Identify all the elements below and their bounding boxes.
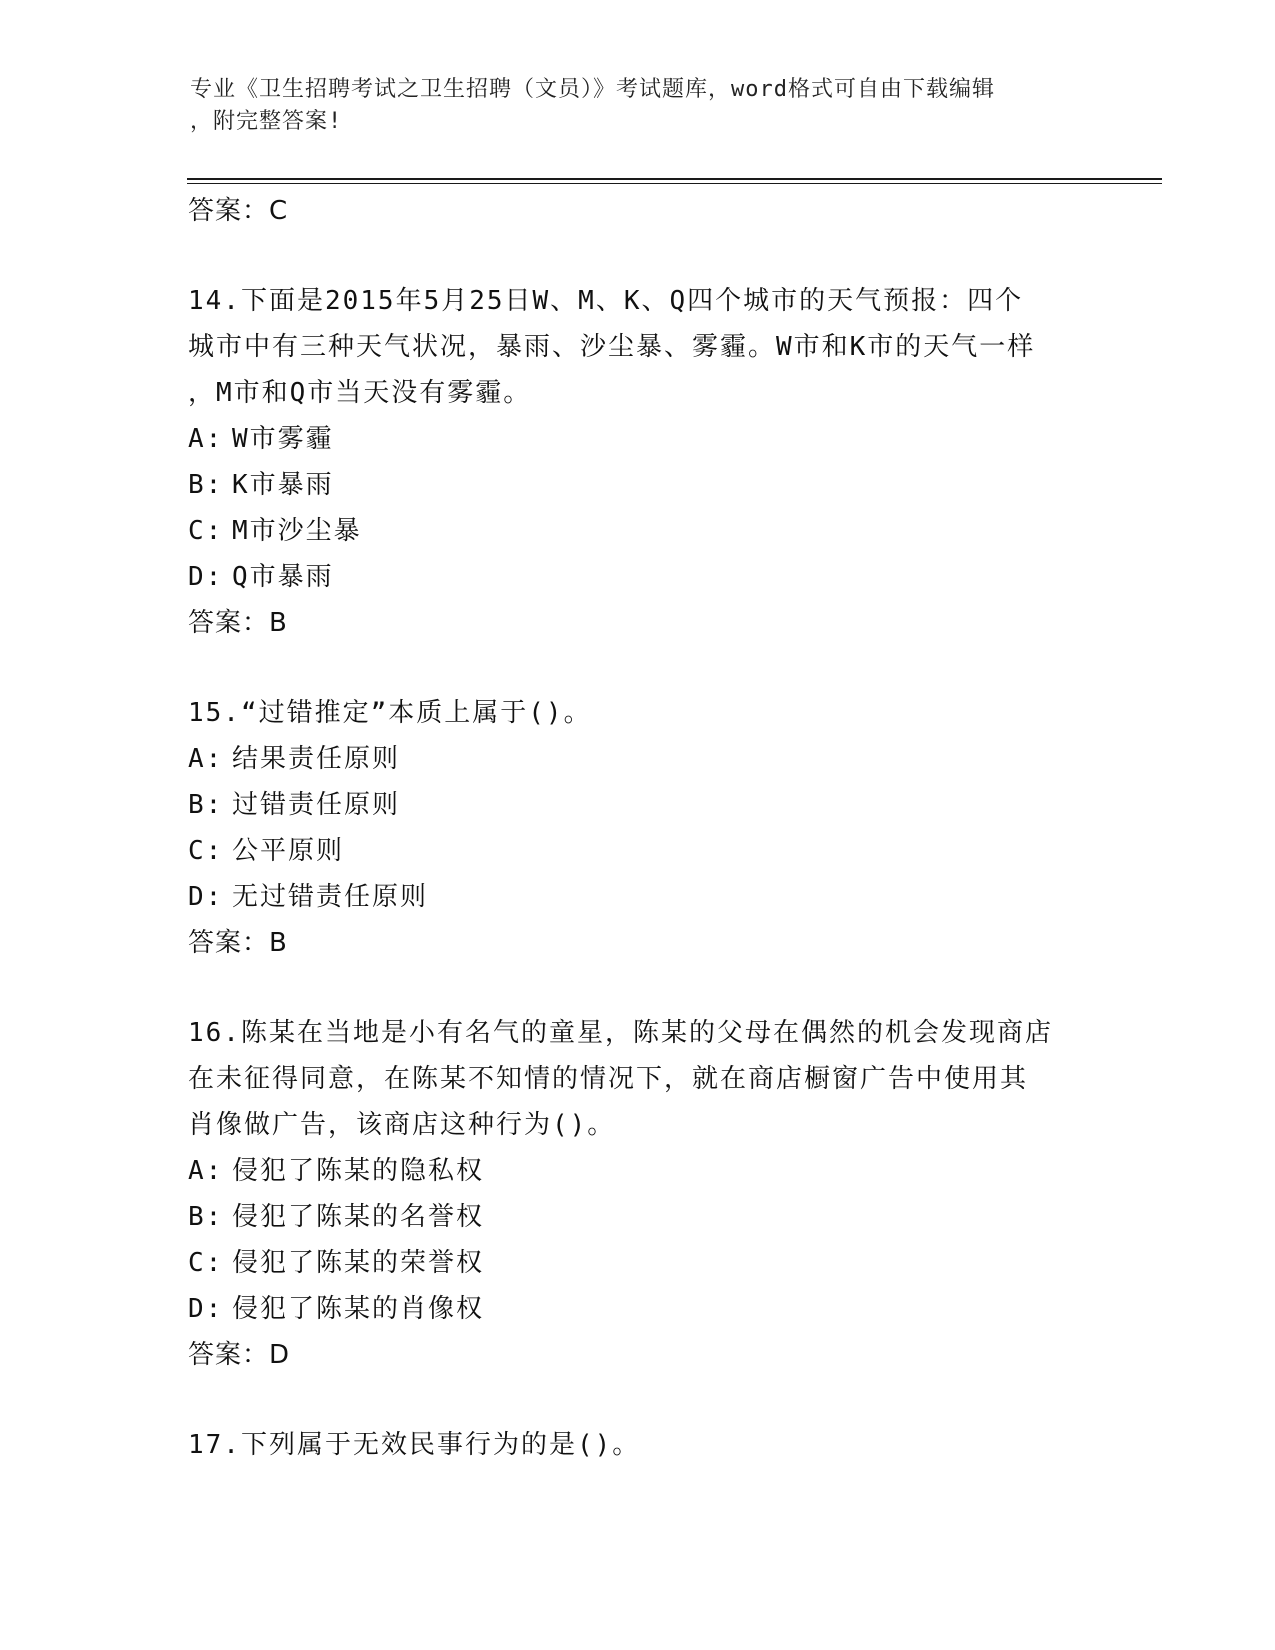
- option-text: 过错责任原则: [232, 790, 401, 820]
- option-b: [188, 462, 1088, 508]
- question-item: [188, 1010, 1088, 1378]
- option-c: [188, 508, 1088, 554]
- header-line-2: ，附完整答案!: [190, 109, 343, 134]
- question-text-line: 14.下面是2015年5月25日W、M、K、Q四个城市的天气预报：四个: [188, 286, 1024, 316]
- option-b: [188, 782, 1088, 828]
- option-text: 侵犯了陈某的名誉权: [232, 1202, 485, 1232]
- option-text: W市雾霾: [232, 424, 334, 454]
- option-letter: D:: [188, 882, 224, 912]
- option-letter: A:: [188, 424, 224, 454]
- answer-line: 答案：C: [188, 196, 289, 226]
- option-c: [188, 1240, 1088, 1286]
- question-text-line: 16.陈某在当地是小有名气的童星，陈某的父母在偶然的机会发现商店: [188, 1018, 1053, 1048]
- option-letter: C:: [188, 516, 224, 546]
- document-header: [190, 74, 1090, 138]
- header-divider: [187, 178, 1162, 180]
- option-a: [188, 1148, 1088, 1194]
- option-text: 结果责任原则: [232, 744, 401, 774]
- option-letter: D:: [188, 562, 224, 592]
- option-b: [188, 1194, 1088, 1240]
- answer-line: 答案：D: [188, 1340, 291, 1370]
- question-text-line: 城市中有三种天气状况，暴雨、沙尘暴、雾霾。W市和K市的天气一样: [188, 332, 1036, 362]
- question-item: [188, 278, 1088, 646]
- question-text-line: 17.下列属于无效民事行为的是()。: [188, 1430, 641, 1460]
- option-text: 侵犯了陈某的肖像权: [232, 1294, 485, 1324]
- answer-line: 答案：B: [188, 928, 288, 958]
- question-text-line: ，M市和Q市当天没有雾霾。: [188, 378, 532, 408]
- answer-line: 答案：B: [188, 608, 288, 638]
- option-letter: A:: [188, 744, 224, 774]
- option-d: [188, 554, 1088, 600]
- option-letter: C:: [188, 1248, 224, 1278]
- question-item: [188, 1422, 1088, 1468]
- option-text: 无过错责任原则: [232, 882, 429, 912]
- option-c: [188, 828, 1088, 874]
- option-letter: C:: [188, 836, 224, 866]
- option-d: [188, 1286, 1088, 1332]
- question-text-line: 15.“过错推定”本质上属于()。: [188, 698, 592, 728]
- option-text: K市暴雨: [232, 470, 334, 500]
- option-text: M市沙尘暴: [232, 516, 362, 546]
- option-text: 侵犯了陈某的隐私权: [232, 1156, 485, 1186]
- option-letter: B:: [188, 1202, 224, 1232]
- option-letter: B:: [188, 470, 224, 500]
- option-a: [188, 416, 1088, 462]
- header-divider-thin: [187, 183, 1162, 184]
- option-d: [188, 874, 1088, 920]
- option-a: [188, 736, 1088, 782]
- question-item: [188, 690, 1088, 966]
- header-line-1: 专业《卫生招聘考试之卫生招聘（文员）》考试题库，word格式可自由下载编辑: [190, 77, 995, 102]
- question-text-line: 在未征得同意，在陈某不知情的情况下，就在商店橱窗广告中使用其: [188, 1064, 1029, 1094]
- option-text: 侵犯了陈某的荣誉权: [232, 1248, 485, 1278]
- option-letter: A:: [188, 1156, 224, 1186]
- option-text: 公平原则: [232, 836, 345, 866]
- option-letter: B:: [188, 790, 224, 820]
- question-list: [188, 188, 1088, 1468]
- option-letter: D:: [188, 1294, 224, 1324]
- option-text: Q市暴雨: [232, 562, 334, 592]
- question-text-line: 肖像做广告，该商店这种行为()。: [188, 1110, 616, 1140]
